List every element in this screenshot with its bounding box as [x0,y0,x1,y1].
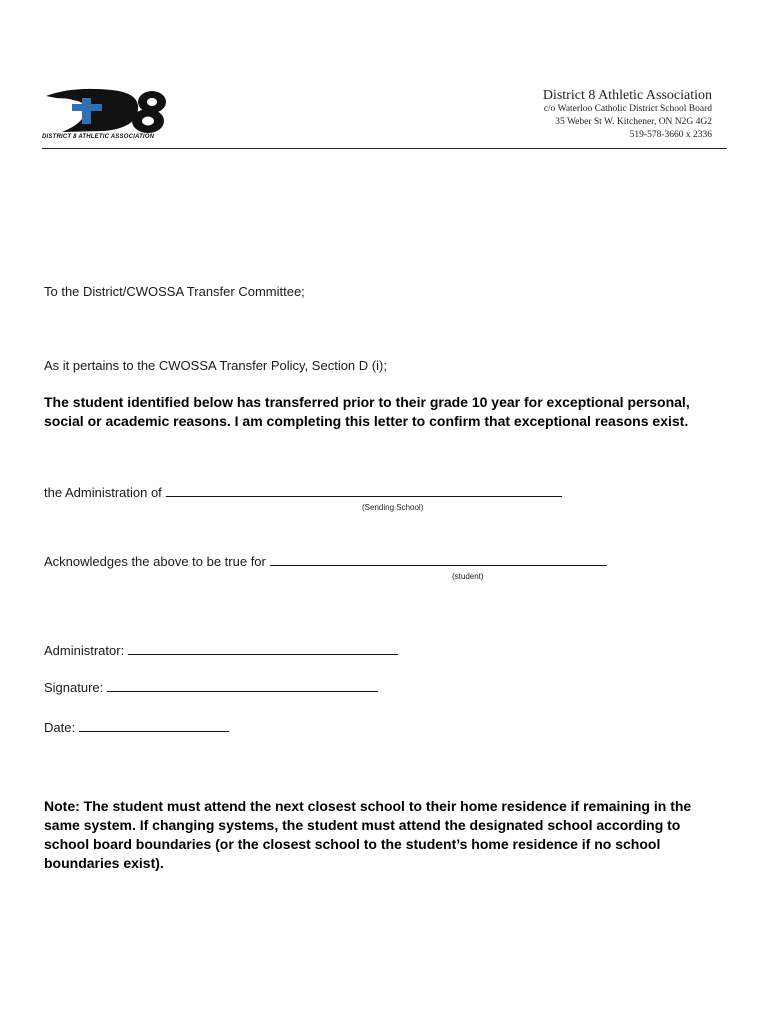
date-line [44,719,229,735]
policy-reference: As it pertains to the CWOSSA Transfer Policy, Section D (i); [44,358,387,373]
acknowledges-label: Acknowledges the above to be true for [44,554,266,569]
org-phone: 519-578-3660 x 2336 [629,130,712,140]
salutation: To the District/CWOSSA Transfer Committee; [44,284,305,299]
date-label: Date: [44,720,76,735]
note-paragraph: Note: The student must attend the next closest school to their home residence if remaining in the same system. If changing systems, the student must attend the designated school according to school board boundaries (or the closest school to the student’s home residence if no school boundaries exist). [44,798,692,871]
statement-paragraph: The student identified below has transferred prior to their grade 10 year for exceptional personal, social or academic reasons. I am completing this letter to confirm that exceptional reasons exist. [44,394,690,429]
administrator-label: Administrator: [44,643,125,658]
signature-field[interactable] [107,679,378,692]
administrator-line [44,642,398,658]
administration-line [44,484,562,500]
student-caption: (student) [452,572,484,581]
signature-line [44,679,378,695]
signature-label: Signature: [44,680,104,695]
student-field[interactable] [270,553,607,566]
logo-banner-text: DISTRICT 8 ATHLETIC ASSOCIATION [42,134,155,140]
d8-logo [42,84,177,146]
sending-school-caption: (Sending School) [362,503,424,512]
org-care-of: c/o Waterloo Catholic District School Board [543,104,712,114]
administrator-field[interactable] [128,642,398,655]
sending-school-field[interactable] [166,484,562,497]
header-rule [42,148,727,149]
acknowledges-line [44,553,607,569]
administration-label: the Administration of [44,485,162,500]
org-name: District 8 Athletic Association [542,88,712,103]
org-address: 35 Weber St W. Kitchener, ON N2G 4G2 [555,117,712,127]
date-field[interactable] [79,719,229,732]
